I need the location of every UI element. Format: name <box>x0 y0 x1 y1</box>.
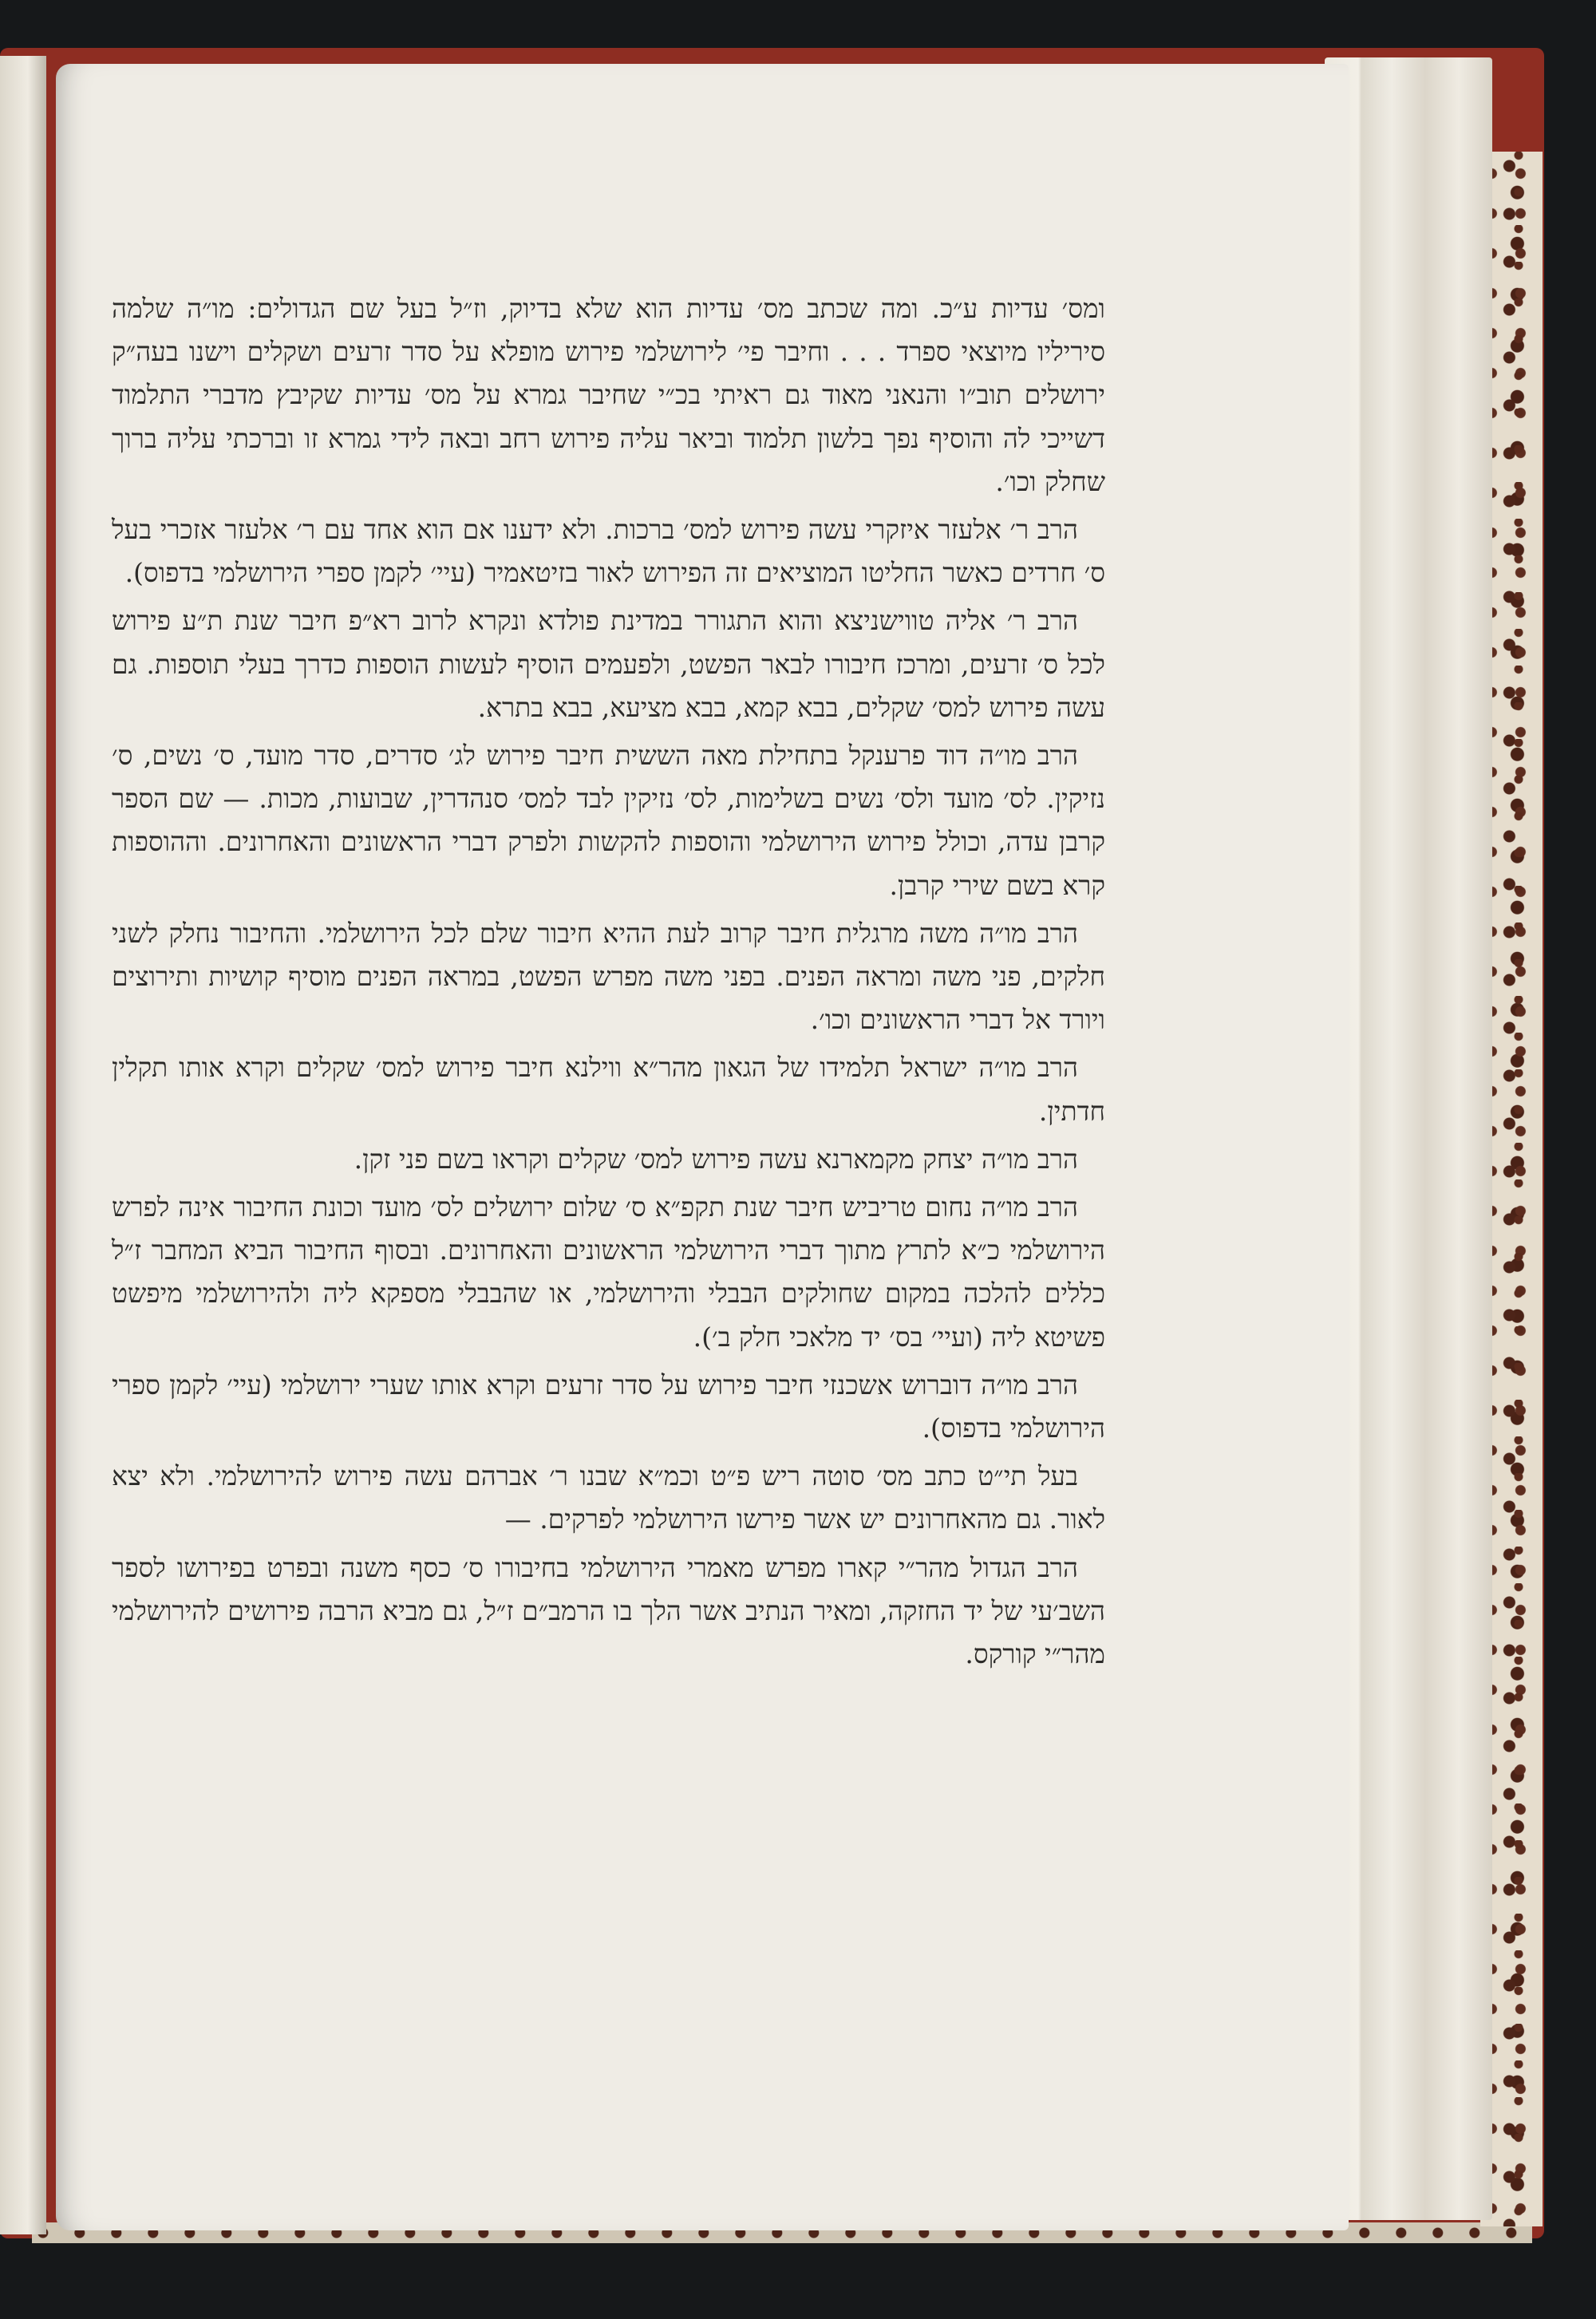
paragraph: הרב מו״ה דוד פרענקל בתחילת מאה הששית חיבר פירוש לג׳ סדרים, סדר מועד, ס׳ נשים, ס׳ נזיקין. לס׳ מועד ולס׳ נשים בשלימות, לס׳ נזיקין לבד למס׳ סנהדרין, שבועות, מכות. — שם הספר קרבן עדה, וכולל פירוש הירושלמי והוספות להקשות ולפרק דברי הראשונים והאחרונים. וההוספות קרא בשם שירי קרבן. <box>112 740 1105 901</box>
left-page-gutter <box>0 56 46 2234</box>
paragraph: הרב מו״ה יצחק מקמארנא עשה פירוש למס׳ שקלים וקראו בשם פני זקן. <box>354 1143 1078 1175</box>
paragraph: הרב הגדול מהר״י קארו מפרש מאמרי הירושלמי בחיבורו ס׳ כסף משנה ובפרט בפירושו לספר השב׳עי של יד החזקה, ומאיר הנתיב אשר הלך בו הרמב״ם ז״ל, גם מביא הרבה פירושים להירושלמי מהר״י קורקס. <box>111 1551 1105 1670</box>
paragraph: בעל תי״ט כתב מס׳ סוטה ריש פ״ט וכמ״א שבנו ר׳ אברהם עשה פירוש להירושלמי. ולא יצא לאור. גם מהאחרונים יש אשר פירשו הירושלמי לפרקים. — <box>112 1460 1105 1535</box>
paragraph: הרב ר׳ אליה טווישניצא והוא התגורר במדינת פולדא ונקרא לרוב רא״פ חיבר שנת ת״ע פירוש לכל ס׳ זרעים, ומרכז חיבורו לבאר הפשט, ולפעמים הוסיף לעשות הוספות כדרך בעלי תוספות. גם עשה פירוש למס׳ שקלים, בבא קמא, בבא מציעא, בבא בתרא. <box>112 605 1105 723</box>
paragraph: הרב ר׳ אלעזר איזקרי עשה פירוש למס׳ ברכות. ולא ידענו אם הוא אחד עם ר׳ אלעזר אזכרי בעל ס׳ חרדים כאשר החליטו המוציאים זה הפירוש לאור בזיטאמיר (עיי׳ לקמן ספרי הירושלמי בדפוס). <box>112 514 1105 589</box>
paragraph: הרב מו״ה משה מרגלית חיבר קרוב לעת ההיא חיבור שלם לכל הירושלמי. והחיבור נחלק לשני חלקים, פני משה ומראה הפנים. בפני משה מפרש הפשט, במראה הפנים מוסיף קושיות ותירוצים ויורד אל דברי הראשונים וכו׳. <box>112 917 1105 1036</box>
paragraph: הרב מו״ה נחום טריביש חיבר שנת תקפ״א ס׳ שלום ירושלים לס׳ מועד וכונת החיבור אינה לפרש הירושלמי כ״א לתרץ מתוך דברי הירושלמי הראשונים והאחרונים. ובסוף החיבור הביא המחבר ז״ל כללים להלכה במקום שחולקים הבבלי והירושלמי, או שהבבלי מספקא ליה ולהירושלמי מיפשט פשיטא ליה (ועיי׳ בס׳ יד מלאכי חלק ב׳). <box>112 1191 1105 1353</box>
page-stack <box>1325 57 1492 2220</box>
paragraph: הרב מו״ה ישראל תלמידו של הגאון מהר״א ווילנא חיבר פירוש למס׳ שקלים וקרא אותו תקלין חדתין. <box>112 1052 1105 1127</box>
page-text <box>112 287 1105 1681</box>
paragraph: הרב מו״ה דוברוש אשכנזי חיבר פירוש על סדר זרעים וקרא אותו שערי ירושלמי (עיי׳ לקמן ספרי הירושלמי בדפוס). <box>112 1369 1105 1444</box>
paragraph: ומס׳ עדיות ע״כ. ומה שכתב מס׳ עדיות הוא שלא בדיוק, וז״ל בעל שם הגדולים: מו״ה שלמה סיריליו מיוצאי ספרד . . . וחיבר פי׳ לירושלמי פירוש מופלא על סדר זרעים ושקלים וישנו בעה״ק ירושלים תוב״ו והנאני מאוד גם ראיתי בכ״י שחיבר גמרא על מס׳ עדיות שקיבץ מדברי התלמוד דשייכי לה והוסיף נפך בלשון תלמוד וביאר עליה פירוש רחב ובאה לידי גמרא זו וברכתי עליה ברוך שחלק וכו׳. <box>112 293 1106 497</box>
